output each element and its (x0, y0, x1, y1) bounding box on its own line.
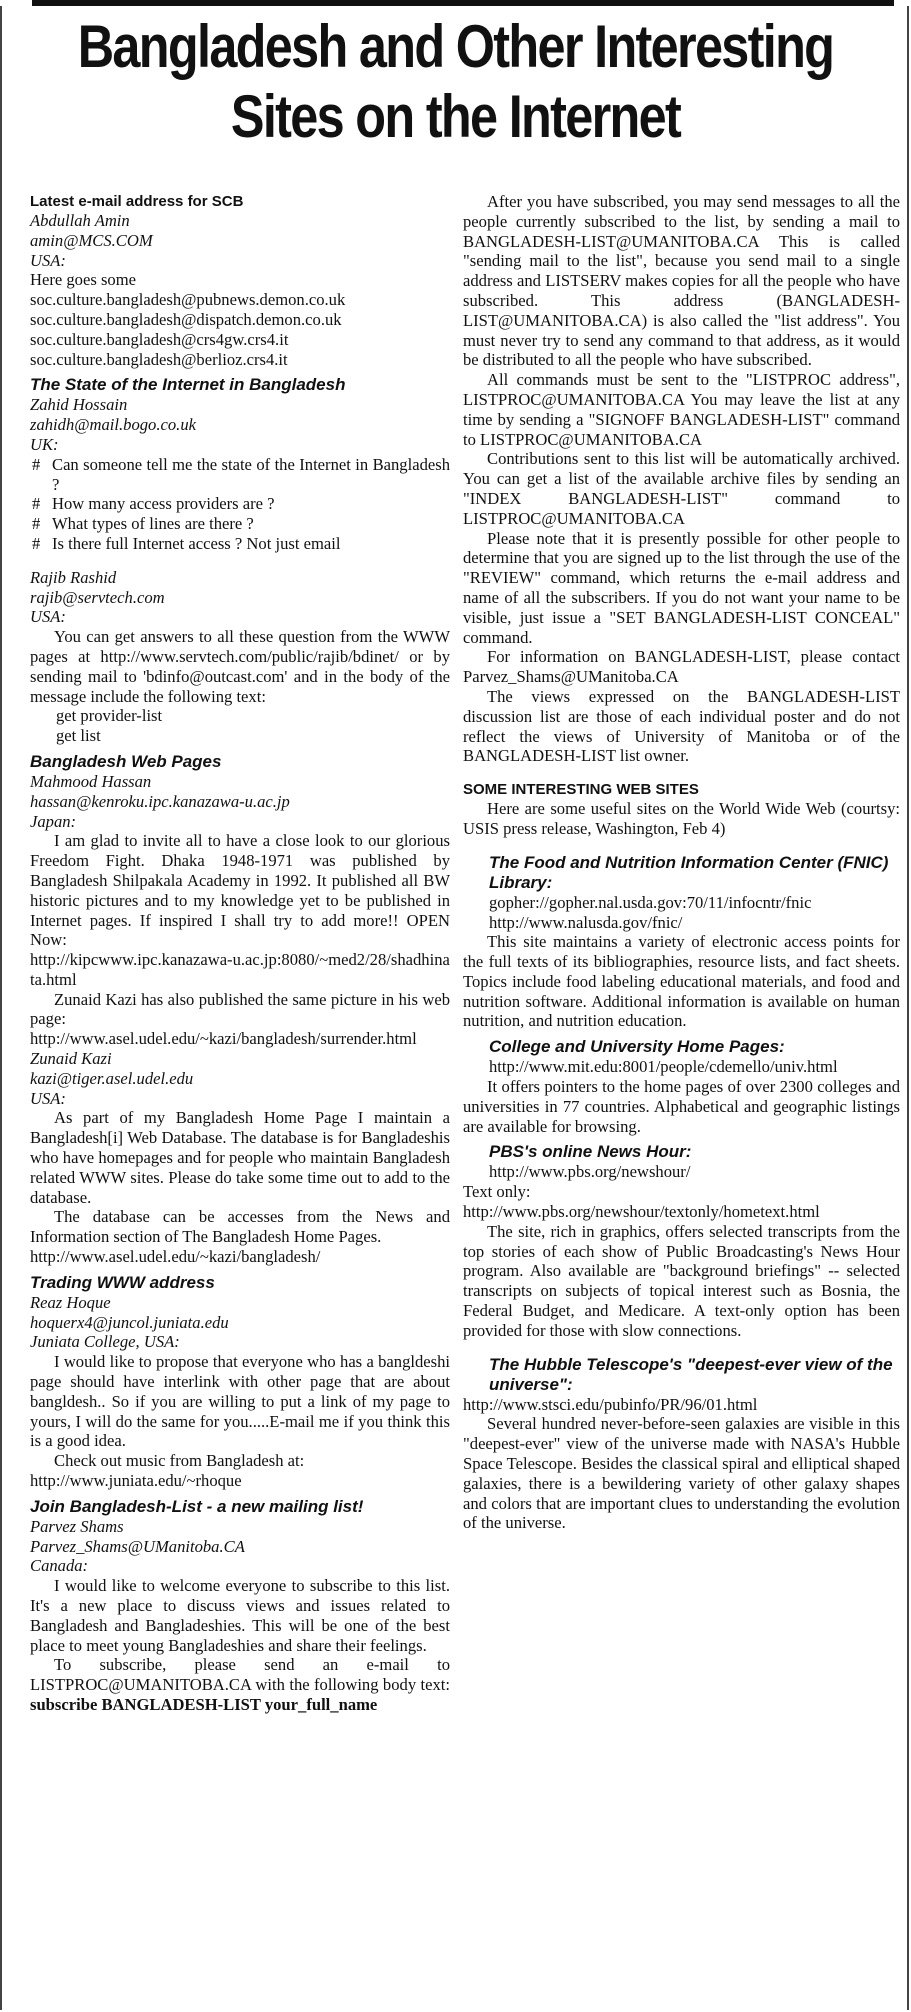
author-email: amin@MCS.COM (30, 230, 153, 250)
body-text: For information on BANGLADESH-LIST, please contact Parvez_Shams@UManitoba.CA (463, 647, 900, 687)
section-heading: Join Bangladesh-List - a new mailing list! (30, 1496, 364, 1516)
section-heading: SOME INTERESTING WEB SITES (463, 781, 699, 799)
body-text: I am glad to invite all to have a close look to our glorious Freedom Fight. Dhaka 1948-1971 was published by Bangladesh Shilpakala Academy in 1992. It published all BW historic pictures and to my knowledge yet to be published in Internet pages. If inspired I shall try to add more!! OPEN Now: (30, 831, 450, 950)
author-location: USA: (30, 1088, 66, 1108)
body-text: After you have subscribed, you may send messages to all the people currently subscribed to the list, by sending a mail to BANGLADESH-LIST@UMANITOBA.CA This is called "sending mail to the list", because you send mail to a single address and LISTSERV makes copies for all the people who have subscribed. This address (BANGLADESH-LIST@UMANITOBA.CA) is also called the "list address". You must never try to send any command to that address, as it would be distributed to all the people who have subscribed. (463, 192, 900, 370)
body-text: To subscribe, please send an e-mail to LISTPROC@UMANITOBA.CA with the following body text: subscribe BANGLADESH-LIST your_full_name (30, 1655, 450, 1714)
left-column (30, 192, 450, 1715)
bullet-mark: # (32, 494, 41, 514)
author-location: USA: (30, 250, 66, 270)
reply-email: rajib@servtech.com (30, 587, 165, 607)
subscribe-command: subscribe BANGLADESH-LIST your_full_name (30, 1694, 378, 1714)
web-url: http://www.juniata.edu/~rhoque (30, 1471, 242, 1491)
text-only-label: Text only: (463, 1182, 531, 1202)
body-text: The site, rich in graphics, offers selected transcripts from the top stories of each show of Public Broadcasting's News Hour program. Also available are "background briefings" -- selected transcripts on subjects of topical interest such as Bosnia, the Federal Budget, and Medicare. A text-only option has been provided for those with slow connections. (463, 1221, 900, 1340)
right-column (463, 192, 900, 1533)
author-name: Zahid Hossain (30, 395, 128, 415)
body-text: Several hundred never-before-seen galaxies are visible in this "deepest-ever" view of the universe made with NASA's Hubble Space Telescope. Besides the classical spiral and elliptical shaped galaxies, there is a bewildering variety of other galaxy shapes and colors that are important clues to understanding the evolution of the universe. (463, 1414, 900, 1533)
author-name: Parvez Shams (30, 1516, 124, 1536)
site-fnic (463, 853, 900, 1032)
web-url: http://www.pbs.org/newshour/ (489, 1162, 691, 1182)
reply-name: Rajib Rashid (30, 567, 117, 587)
address-item: soc.culture.bangladesh@dispatch.demon.co.uk (30, 309, 342, 329)
question-item: # Can someone tell me the state of the Internet in Bangladesh ? (32, 454, 450, 494)
section-latest-email (30, 192, 450, 369)
web-url: http://www.asel.udel.edu/~kazi/bangladesh/ (30, 1247, 321, 1267)
author-email: kazi@tiger.asel.udel.edu (30, 1068, 194, 1088)
body-text: This site maintains a variety of electronic access points for the full texts of its bibliographies, resource lists, and fact sheets. Topics include food labeling educational materials, and food and nutrition software. Additional information is available on human nutrition, and nutrition education. (463, 932, 900, 1031)
command-item: get provider-list (56, 706, 163, 726)
author-email: zahidh@mail.bogo.co.uk (30, 415, 196, 435)
author-email: hoquerx4@juncol.juniata.edu (30, 1312, 229, 1332)
body-text: All commands must be sent to the "LISTPROC address", LISTPROC@UMANITOBA.CA You may leave the list at any time by sending a "SIGNOFF BANGLADESH-LIST" command to LISTPROC@UMANITOBA.CA (463, 370, 900, 449)
author-name: Abdullah Amin (30, 211, 130, 230)
section-heading: Trading WWW address (30, 1272, 215, 1292)
section-join-list (30, 1497, 450, 1715)
address-item: soc.culture.bangladesh@crs4gw.crs4.it (30, 329, 289, 349)
site-heading: College and University Home Pages: (489, 1037, 785, 1057)
address-item: soc.culture.bangladesh@pubnews.demon.co.uk (30, 290, 346, 310)
body-text: Here are some useful sites on the World Wide Web (courtsy: USIS press release, Washington, Feb 4) (463, 799, 900, 838)
author-location: Canada: (30, 1556, 89, 1576)
author-location: UK: (30, 434, 59, 454)
author-email: hassan@kenroku.ipc.kanazawa-u.ac.jp (30, 791, 290, 811)
author-name: Mahmood Hassan (30, 771, 152, 791)
headline-line-2: Sites on the Internet (230, 83, 681, 150)
body-text: Zunaid Kazi has also published the same picture in his web page: (30, 989, 450, 1029)
body-text: Please note that it is presently possible for other people to determine that you are signed up to the list through the use of the "REVIEW" command, which returns the e-mail address and name of all the subscribers. If you do not want your name to be visible, just issue a "SET BANGLADESH-LIST CONCEAL" command. (463, 528, 900, 647)
site-heading: PBS's online News Hour: (489, 1142, 692, 1162)
site-college (463, 1037, 900, 1136)
section-trading (30, 1273, 450, 1491)
body-text: The database can be accesses from the News and Information section of The Bangladesh Home Pages. (30, 1207, 450, 1247)
headline-line-1: Bangladesh and Other Interesting (77, 13, 834, 80)
reply-text: You can get answers to all these question from the WWW pages at http://www.servtech.com/public/rajib/bdinet/ or by sending mail to 'bdinfo@outcast.com' and in the body of the message include the following text: (30, 627, 450, 706)
author-email: Parvez_Shams@UManitoba.CA (30, 1536, 245, 1556)
bullet-mark: # (32, 454, 41, 474)
command-item: get list (56, 726, 101, 746)
body-text: The views expressed on the BANGLADESH-LIST discussion list are those of each individual poster and do not reflect the views of University of Manitoba or of the BANGLADESH-LIST list owner. (463, 686, 900, 766)
author-name: Reaz Hoque (30, 1292, 111, 1312)
site-heading: The Food and Nutrition Information Center (FNIC) Library: (489, 852, 889, 892)
bullet-mark: # (32, 514, 41, 534)
body-text: I would like to propose that everyone who has a bangldeshi page should have interlink with other page that are about bangldesh.. So if you are willing to put a link of my page to yours, I will do the same for you.....E-mail me if you think this is a good idea. (30, 1352, 450, 1451)
body-text: Contributions sent to this list will be automatically archived. You can get a list of the available archive files by sending an "INDEX BANGLADESH-LIST" command to LISTPROC@UMANITOBA.CA (463, 449, 900, 528)
section-internet-state (30, 375, 450, 746)
author-name: Zunaid Kazi (30, 1049, 112, 1069)
question-item: # Is there full Internet access ? Not just email (32, 533, 341, 553)
bullet-mark: # (32, 533, 41, 553)
site-hubble (463, 1355, 900, 1534)
web-url: http://www.pbs.org/newshour/textonly/hometext.html (463, 1202, 820, 1222)
web-url: http://www.nalusda.gov/fnic/ (489, 912, 683, 932)
author-location: Juniata College, USA: (30, 1332, 180, 1352)
section-heading: The State of the Internet in Bangladesh (30, 375, 346, 395)
body-text: Check out music from Bangladesh at: (54, 1451, 305, 1471)
body-text: I would like to welcome everyone to subscribe to this list. It's a new place to discuss views and issues related to Bangladesh and Bangladeshies. This will be one of the best place to meet young Bangladeshies and share their feelings. (30, 1576, 450, 1655)
reply-location: USA: (30, 607, 66, 627)
body-text: It offers pointers to the home pages of over 2300 colleges and universities in 77 countries. Alphabetical and geographic listings are available for browsing. (463, 1077, 900, 1136)
section-heading: Latest e-mail address for SCB (30, 193, 244, 210)
web-url: http://www.mit.edu:8001/people/cdemello/univ.html (489, 1057, 838, 1077)
web-url: http://www.asel.udel.edu/~kazi/bangladesh/surrender.html (30, 1029, 417, 1049)
section-heading: Bangladesh Web Pages (30, 751, 222, 771)
site-pbs (463, 1142, 900, 1340)
section-web-pages (30, 752, 450, 1267)
body-text: As part of my Bangladesh Home Page I maintain a Bangladesh[i] Web Database. The database is for Bangladeshis who have homepages and for people who maintain Bangladesh related WWW sites. Please do take some time out to add to the database. (30, 1108, 450, 1207)
question-item: # What types of lines are there ? (32, 514, 254, 534)
site-heading: The Hubble Telescope's "deepest-ever view of the universe": (489, 1354, 893, 1394)
question-item: # How many access providers are ? (32, 494, 275, 514)
address-item: soc.culture.bangladesh@berlioz.crs4.it (30, 349, 288, 369)
page-title (73, 12, 838, 152)
intro-text: Here goes some (30, 270, 136, 290)
author-location: Japan: (30, 811, 77, 831)
web-url: http://kipcwww.ipc.kanazawa-u.ac.jp:8080/~med2/28/shadhinata.html (30, 950, 450, 989)
web-url: http://www.stsci.edu/pubinfo/PR/96/01.html (463, 1394, 758, 1414)
web-url: gopher://gopher.nal.usda.gov:70/11/infocntr/fnic (489, 892, 812, 912)
